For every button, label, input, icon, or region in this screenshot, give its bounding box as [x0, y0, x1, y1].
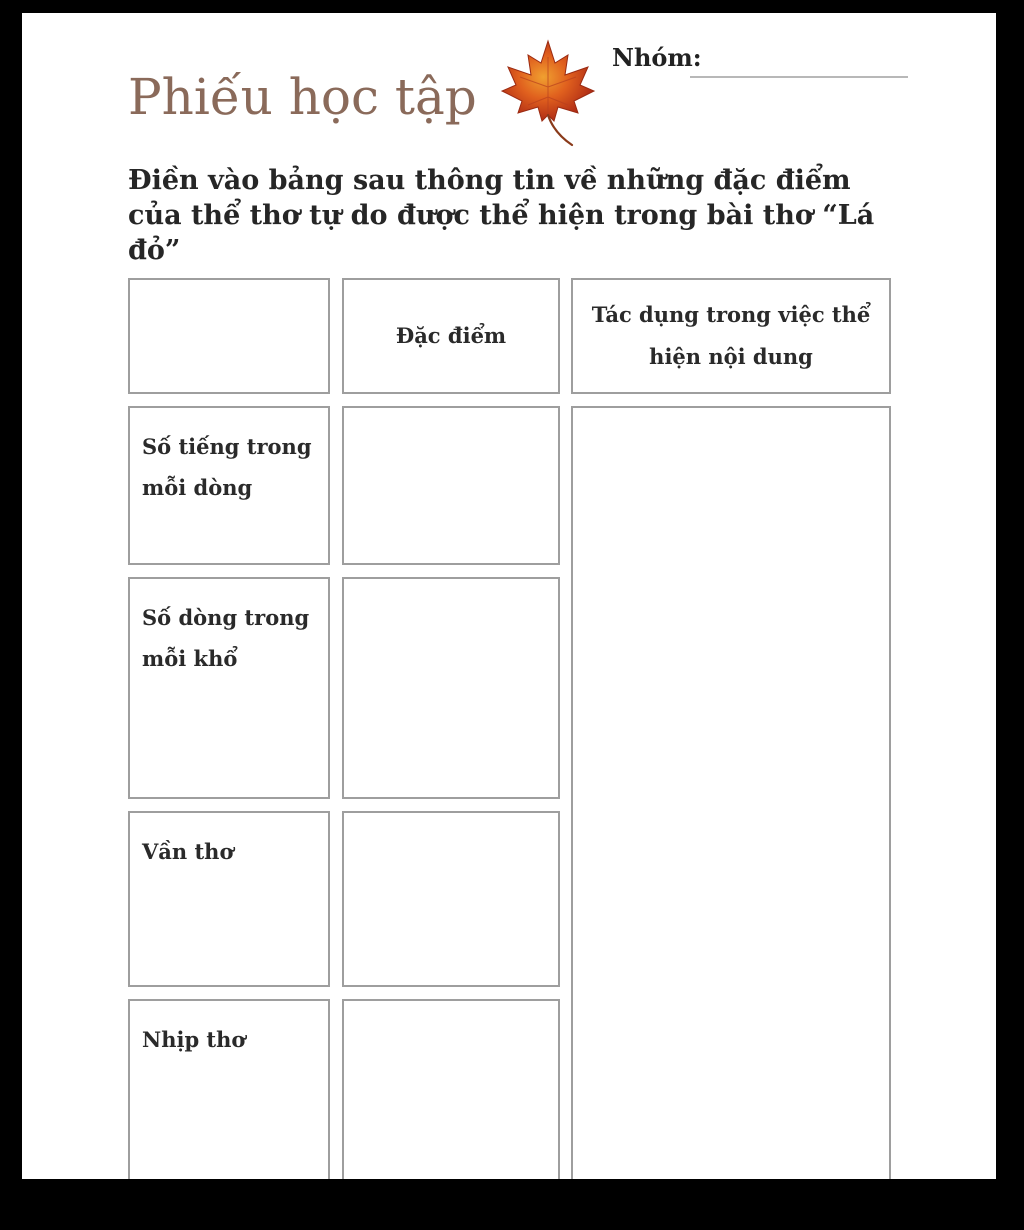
instruction-text: Điền vào bảng sau thông tin về những đặc điểm của thể thơ tự do được thể hiện trong bài thơ “Lá đỏ”	[128, 165, 875, 266]
worksheet-title: Phiếu học tập	[128, 68, 477, 126]
row-label-rhythm: Nhịp thơ	[128, 999, 330, 1179]
group-name-line[interactable]	[690, 76, 908, 78]
effect-cell[interactable]	[571, 406, 891, 1179]
row-label-lines: Số dòng trong mỗi khổ	[128, 577, 330, 799]
header-cell-effect: Tác dụng trong việc thể hiện nội dung	[571, 278, 891, 394]
group-label: Nhóm:	[612, 43, 702, 72]
worksheet-page	[22, 13, 996, 1179]
header-cell-blank	[128, 278, 330, 394]
header-cell-characteristic: Đặc điểm	[342, 278, 560, 394]
maple-leaf-icon	[498, 37, 598, 147]
characteristic-cell-lines[interactable]	[342, 577, 560, 799]
characteristic-cell-syllables[interactable]	[342, 406, 560, 565]
characteristic-cell-rhythm[interactable]	[342, 999, 560, 1179]
row-label-rhyme: Vần thơ	[128, 811, 330, 987]
row-label-syllables: Số tiếng trong mỗi dòng	[128, 406, 330, 565]
characteristic-cell-rhyme[interactable]	[342, 811, 560, 987]
